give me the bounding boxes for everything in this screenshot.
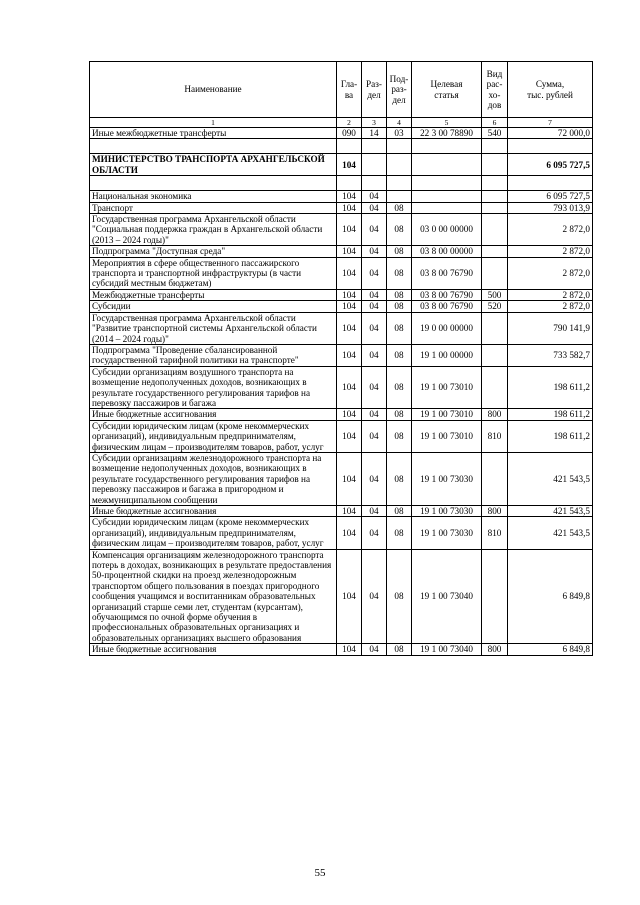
cell-razdel: 04 — [362, 191, 387, 202]
table-row — [90, 506, 593, 517]
cell-name — [90, 139, 337, 154]
cell-vid: 800 — [482, 409, 508, 420]
cell-vid: 800 — [482, 506, 508, 517]
table-row — [90, 202, 593, 213]
table-row — [90, 452, 593, 505]
cell-statya: 19 1 00 73010 — [412, 409, 482, 420]
col-number: 4 — [387, 118, 412, 128]
col-number: 3 — [362, 118, 387, 128]
cell-summa: 2 872,0 — [508, 246, 593, 257]
cell-name: Государственная программа Архангельской области "Социальная поддержка граждан в Архангельской области (2013 – 2024 годы)" — [90, 214, 337, 246]
table-row — [90, 420, 593, 452]
cell-statya: 03 8 00 76790 — [412, 289, 482, 300]
cell-name: Субсидии организациям воздушного транспорта на возмещение недополученных доходов, возникающих в результате государственного регулирования тарифов на перевозку пассажиров и багажа — [90, 366, 337, 409]
cell-name: Субсидии — [90, 301, 337, 312]
table-row — [90, 154, 593, 176]
cell-summa: 2 872,0 — [508, 214, 593, 246]
cell-vid — [482, 139, 508, 154]
cell-vid: 500 — [482, 289, 508, 300]
cell-name: Иные бюджетные ассигнования — [90, 506, 337, 517]
cell-podrazdel: 08 — [387, 257, 412, 289]
table-row — [90, 344, 593, 366]
table-row — [90, 257, 593, 289]
cell-statya: 03 8 00 76790 — [412, 257, 482, 289]
header-vid: Вид рас- хо- дов — [482, 62, 508, 118]
cell-razdel: 04 — [362, 257, 387, 289]
cell-glava: 104 — [337, 506, 362, 517]
cell-statya — [412, 191, 482, 202]
cell-vid — [482, 176, 508, 191]
table-row — [90, 176, 593, 191]
col-number: 7 — [508, 118, 593, 128]
table-row — [90, 191, 593, 202]
cell-glava: 104 — [337, 420, 362, 452]
table-row — [90, 128, 593, 139]
cell-podrazdel: 08 — [387, 289, 412, 300]
cell-glava — [337, 139, 362, 154]
cell-vid — [482, 154, 508, 176]
cell-summa: 72 000,0 — [508, 128, 593, 139]
cell-statya: 03 8 00 76790 — [412, 301, 482, 312]
cell-vid: 540 — [482, 128, 508, 139]
cell-glava: 104 — [337, 549, 362, 644]
cell-razdel: 04 — [362, 506, 387, 517]
cell-razdel: 04 — [362, 420, 387, 452]
cell-razdel: 04 — [362, 301, 387, 312]
cell-glava: 104 — [337, 366, 362, 409]
cell-statya — [412, 176, 482, 191]
cell-name: Иные бюджетные ассигнования — [90, 409, 337, 420]
cell-podrazdel: 08 — [387, 409, 412, 420]
cell-summa: 198 611,2 — [508, 366, 593, 409]
cell-summa — [508, 176, 593, 191]
header-statya: Целевая статья — [412, 62, 482, 118]
table-row — [90, 289, 593, 300]
cell-glava: 104 — [337, 202, 362, 213]
cell-summa: 198 611,2 — [508, 409, 593, 420]
cell-name: Иные бюджетные ассигнования — [90, 644, 337, 655]
cell-statya: 19 1 00 73010 — [412, 366, 482, 409]
cell-glava: 104 — [337, 312, 362, 344]
cell-name — [90, 176, 337, 191]
cell-razdel: 04 — [362, 409, 387, 420]
cell-razdel: 04 — [362, 289, 387, 300]
table-row — [90, 517, 593, 549]
table-row — [90, 301, 593, 312]
cell-statya: 19 1 00 00000 — [412, 344, 482, 366]
table-header-row — [90, 62, 593, 118]
cell-vid — [482, 366, 508, 409]
table-row — [90, 549, 593, 644]
cell-podrazdel: 08 — [387, 214, 412, 246]
cell-vid: 810 — [482, 420, 508, 452]
table-row — [90, 366, 593, 409]
column-number-row — [90, 118, 593, 128]
cell-statya: 03 8 00 00000 — [412, 246, 482, 257]
header-podrazdel: Под- раз- дел — [387, 62, 412, 118]
cell-podrazdel — [387, 154, 412, 176]
cell-podrazdel: 08 — [387, 366, 412, 409]
cell-summa: 198 611,2 — [508, 420, 593, 452]
table-row — [90, 139, 593, 154]
cell-glava: 104 — [337, 344, 362, 366]
cell-podrazdel — [387, 139, 412, 154]
cell-vid — [482, 312, 508, 344]
cell-razdel: 04 — [362, 202, 387, 213]
cell-vid: 520 — [482, 301, 508, 312]
cell-podrazdel: 08 — [387, 644, 412, 655]
cell-name: Государственная программа Архангельской области "Развитие транспортной системы Архангельской области (2014 – 2024 годы)" — [90, 312, 337, 344]
cell-summa: 2 872,0 — [508, 257, 593, 289]
cell-summa — [508, 139, 593, 154]
cell-statya: 19 1 00 73030 — [412, 506, 482, 517]
cell-vid — [482, 549, 508, 644]
cell-name: Иные межбюджетные трансферты — [90, 128, 337, 139]
cell-name: Национальная экономика — [90, 191, 337, 202]
cell-name: Подпрограмма "Доступная среда" — [90, 246, 337, 257]
cell-summa: 733 582,7 — [508, 344, 593, 366]
cell-vid — [482, 246, 508, 257]
cell-summa: 421 543,5 — [508, 506, 593, 517]
cell-razdel: 04 — [362, 312, 387, 344]
cell-name: Субсидии организациям железнодорожного транспорта на возмещение недополученных доходов, возникающих в результате государственного регулирования тарифов на перевозку пассажиров и багажа в пригородном и межмуниципальном сообщении — [90, 452, 337, 505]
cell-razdel: 04 — [362, 214, 387, 246]
cell-podrazdel: 08 — [387, 344, 412, 366]
cell-podrazdel: 08 — [387, 202, 412, 213]
cell-podrazdel: 08 — [387, 452, 412, 505]
cell-glava: 104 — [337, 517, 362, 549]
cell-razdel: 04 — [362, 644, 387, 655]
header-razdel: Раз- дел — [362, 62, 387, 118]
cell-statya: 22 3 00 78890 — [412, 128, 482, 139]
cell-statya — [412, 202, 482, 213]
cell-razdel: 04 — [362, 246, 387, 257]
cell-podrazdel — [387, 191, 412, 202]
cell-name: Компенсация организациям железнодорожного транспорта потерь в доходах, возникающих в результате предоставления 50-процентной скидки на проезд железнодорожным транспортом общего пользования в поездах пригородного сообщения учащимся и воспитанникам образовательных организаций старше семи лет, студентам (курсантам), обучающимся по очной форме обучения в профессиональных образовательных организациях и образовательных организациях высшего образования — [90, 549, 337, 644]
cell-name: Межбюджетные трансферты — [90, 289, 337, 300]
cell-glava: 104 — [337, 191, 362, 202]
cell-summa: 2 872,0 — [508, 301, 593, 312]
cell-name: МИНИСТЕРСТВО ТРАНСПОРТА АРХАНГЕЛЬСКОЙ ОБЛАСТИ — [90, 154, 337, 176]
table-row — [90, 246, 593, 257]
cell-name: Транспорт — [90, 202, 337, 213]
cell-glava: 104 — [337, 257, 362, 289]
budget-table — [89, 61, 593, 656]
cell-glava: 104 — [337, 452, 362, 505]
cell-summa: 2 872,0 — [508, 289, 593, 300]
cell-statya: 19 1 00 73010 — [412, 420, 482, 452]
cell-podrazdel: 08 — [387, 246, 412, 257]
cell-name: Субсидии юридическим лицам (кроме некоммерческих организаций), индивидуальным предпринимателям, физическим лицам – производителям товаров, работ, услуг — [90, 517, 337, 549]
header-name: Наименование — [90, 62, 337, 118]
cell-name: Мероприятия в сфере общественного пассажирского транспорта и транспортной инфраструктуры (в части субсидий местным бюджетам) — [90, 257, 337, 289]
cell-glava: 104 — [337, 409, 362, 420]
cell-glava: 104 — [337, 644, 362, 655]
cell-statya: 19 1 00 73040 — [412, 644, 482, 655]
col-number: 2 — [337, 118, 362, 128]
cell-glava: 104 — [337, 246, 362, 257]
table-row — [90, 409, 593, 420]
cell-statya — [412, 154, 482, 176]
cell-podrazdel: 08 — [387, 506, 412, 517]
cell-razdel: 04 — [362, 452, 387, 505]
cell-summa: 6 849,8 — [508, 644, 593, 655]
col-number: 1 — [90, 118, 337, 128]
cell-podrazdel — [387, 176, 412, 191]
cell-name: Подпрограмма "Проведение сбалансированной государственной тарифной политики на транспорте" — [90, 344, 337, 366]
cell-summa: 793 013,9 — [508, 202, 593, 213]
cell-glava — [337, 176, 362, 191]
cell-statya: 19 1 00 73040 — [412, 549, 482, 644]
cell-razdel: 04 — [362, 549, 387, 644]
cell-summa: 6 095 727,5 — [508, 191, 593, 202]
cell-vid: 810 — [482, 517, 508, 549]
cell-summa: 421 543,5 — [508, 517, 593, 549]
cell-statya: 19 1 00 73030 — [412, 517, 482, 549]
cell-name: Субсидии юридическим лицам (кроме некоммерческих организаций), индивидуальным предпринимателям, физическим лицам – производителям товаров, работ, услуг — [90, 420, 337, 452]
cell-glava: 090 — [337, 128, 362, 139]
cell-summa: 421 543,5 — [508, 452, 593, 505]
cell-podrazdel: 08 — [387, 312, 412, 344]
cell-razdel — [362, 139, 387, 154]
cell-vid — [482, 202, 508, 213]
cell-glava: 104 — [337, 154, 362, 176]
cell-razdel: 04 — [362, 517, 387, 549]
cell-statya: 19 1 00 73030 — [412, 452, 482, 505]
cell-glava: 104 — [337, 301, 362, 312]
header-glava: Гла- ва — [337, 62, 362, 118]
cell-razdel — [362, 176, 387, 191]
cell-glava: 104 — [337, 214, 362, 246]
table-row — [90, 644, 593, 655]
cell-summa: 6 095 727,5 — [508, 154, 593, 176]
cell-vid — [482, 191, 508, 202]
cell-statya — [412, 139, 482, 154]
header-summa: Сумма, тыс. рублей — [508, 62, 593, 118]
cell-vid — [482, 214, 508, 246]
cell-razdel: 14 — [362, 128, 387, 139]
table-body — [90, 128, 593, 656]
cell-statya: 03 0 00 00000 — [412, 214, 482, 246]
cell-razdel — [362, 154, 387, 176]
cell-summa: 6 849,8 — [508, 549, 593, 644]
cell-podrazdel: 08 — [387, 301, 412, 312]
col-number: 5 — [412, 118, 482, 128]
page-number: 55 — [314, 867, 326, 879]
cell-podrazdel: 08 — [387, 420, 412, 452]
cell-vid: 800 — [482, 644, 508, 655]
cell-razdel: 04 — [362, 344, 387, 366]
col-number: 6 — [482, 118, 508, 128]
cell-vid — [482, 452, 508, 505]
table-row — [90, 312, 593, 344]
cell-glava: 104 — [337, 289, 362, 300]
cell-razdel: 04 — [362, 366, 387, 409]
cell-podrazdel: 08 — [387, 549, 412, 644]
cell-statya: 19 0 00 00000 — [412, 312, 482, 344]
table-row — [90, 214, 593, 246]
cell-podrazdel: 08 — [387, 517, 412, 549]
cell-podrazdel: 03 — [387, 128, 412, 139]
cell-vid — [482, 344, 508, 366]
cell-vid — [482, 257, 508, 289]
cell-summa: 790 141,9 — [508, 312, 593, 344]
